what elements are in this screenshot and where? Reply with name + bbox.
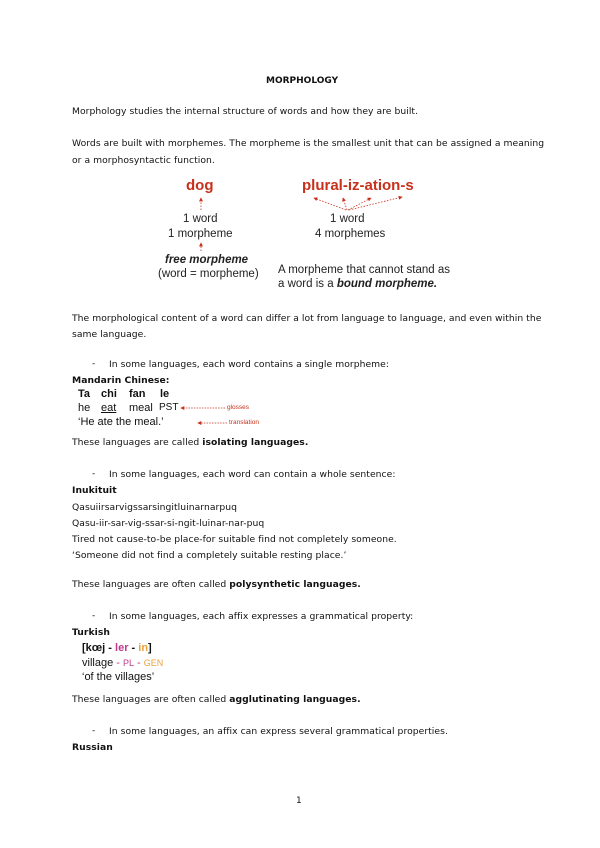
- content-paragraph-line-1: The morphological content of a word can differ a lot from language to language, and even within the: [72, 313, 542, 324]
- mandarin-word: Ta: [78, 388, 91, 400]
- inuktitut-segmented: Qasu-iir-sar-vig-ssar-si-ngit-luinar-nar-puq: [72, 518, 265, 529]
- figure-free-morpheme-subtitle: (word = morpheme): [158, 268, 259, 280]
- glosses-label: glosses: [227, 404, 250, 411]
- figure-bound-morpheme-line-1: A morpheme that cannot stand as: [278, 264, 450, 276]
- figure-free-morpheme-title: free morpheme: [165, 254, 249, 266]
- page-title: MORPHOLOGY: [266, 76, 339, 86]
- polysynthetic-bullet: In some languages, each word can contain a whole sentence:: [109, 469, 396, 480]
- mandarin-word: fan: [129, 388, 146, 400]
- figure-plural-word: plural-iz-ation-s: [302, 177, 414, 194]
- turkish-ipa: [kœj - ler - in]: [82, 642, 152, 654]
- mandarin-gloss: he: [78, 402, 91, 414]
- mandarin-gloss: PST: [159, 402, 179, 413]
- mandarin-gloss: eat: [101, 402, 117, 414]
- mandarin-word: le: [160, 388, 170, 400]
- isolating-conclusion: These languages are called isolating languages.: [72, 437, 309, 448]
- inuktitut-word: Qasuiirsarvigssarsingitluinarnarpuq: [72, 502, 237, 513]
- morpheme-definition-line-2: or a morphosyntactic function.: [72, 155, 215, 166]
- figure-dog-word: dog: [186, 177, 214, 194]
- mandarin-word: chi: [101, 388, 117, 400]
- turkish-translation: ‘of the villages’: [82, 671, 155, 683]
- bullet-dash: -: [92, 611, 96, 621]
- inuktitut-gloss: Tired not cause-to-be place-for suitable find not completely someone.: [72, 534, 397, 545]
- morpheme-definition-line-1: Words are built with morphemes. The morpheme is the smallest unit that can be assigned a meaning: [72, 138, 545, 149]
- figure-bound-morpheme-line-2: a word is a bound morpheme.: [278, 278, 438, 290]
- bullet-dash: -: [92, 359, 96, 369]
- figure-plural-morpheme-count: 4 morphemes: [315, 228, 386, 240]
- fusional-bullet: In some languages, an affix can express several grammatical properties.: [109, 726, 448, 737]
- mandarin-gloss: meal: [129, 402, 153, 414]
- figure-dog-morpheme-count: 1 morpheme: [168, 228, 233, 240]
- mandarin-translation: ‘He ate the meal.’: [78, 416, 164, 428]
- content-paragraph-line-2: same language.: [72, 329, 147, 340]
- agglutinating-conclusion: These languages are often called agglutinating languages.: [72, 694, 361, 705]
- page-number: 1: [296, 796, 302, 806]
- inuktitut-translation: ‘Someone did not find a completely suitable resting place.’: [72, 550, 347, 561]
- russian-label: Russian: [72, 742, 113, 753]
- isolating-bullet: In some languages, each word contains a single morpheme:: [109, 359, 389, 370]
- intro-paragraph: Morphology studies the internal structure of words and how they are built.: [72, 106, 419, 117]
- figure-dog-word-count: 1 word: [183, 213, 218, 225]
- polysynthetic-conclusion: These languages are often called polysynthetic languages.: [72, 579, 361, 590]
- bullet-dash: -: [92, 469, 96, 479]
- mandarin-label: Mandarin Chinese:: [72, 375, 170, 386]
- inuktitut-label: Inukituit: [72, 485, 117, 496]
- turkish-label: Turkish: [72, 627, 110, 638]
- figure-plural-word-count: 1 word: [330, 213, 365, 225]
- bullet-dash: -: [92, 726, 96, 736]
- agglutinating-bullet: In some languages, each affix expresses a grammatical property:: [109, 611, 414, 622]
- translation-label: translation: [229, 419, 259, 426]
- turkish-gloss: village - PL - GEN: [82, 657, 164, 669]
